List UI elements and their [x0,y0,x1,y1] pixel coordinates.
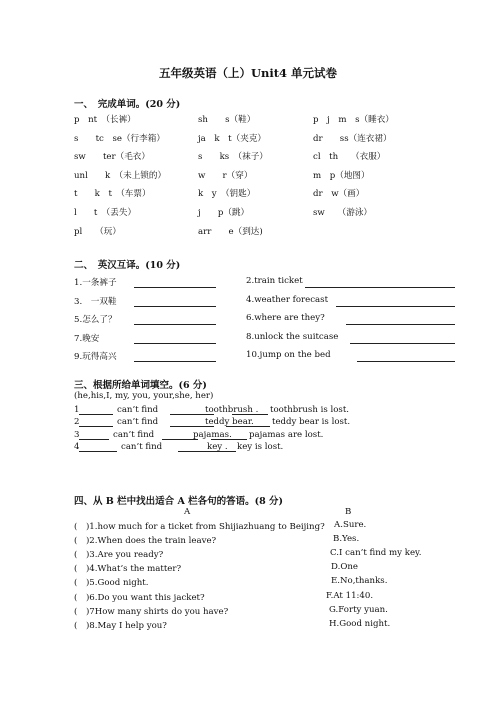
section1-heading: 一、 完成单词。(20 分) [74,99,181,110]
fill-text: can’t find [117,417,159,428]
page-title: 五年级英语（上）Unit4 单元试卷 [158,66,338,80]
fill-text: teddy bear is lost. [272,417,351,428]
word-blank-item: dr ss（连衣裙） [313,133,392,144]
translation-item-en: 6.where are they? [246,313,325,323]
section3-word-list: (he,his,I, my, you, your,she, her) [74,391,214,401]
section4-col-b-label: B [345,507,352,517]
section3-heading: 三、根据所给单词填空。(6 分) [74,380,207,391]
translation-item-cn: 3. 一双鞋 [74,296,117,307]
word-blank-item: pl （玩） [74,226,121,237]
matching-answer: H.Good night. [329,618,391,629]
word-blank-item: w r（穿） [198,170,253,181]
word-blank-item: p nt （长裤） [74,115,136,125]
word-blank-item: m p（地图） [313,170,370,181]
matching-question: ( )3.Are you ready? [74,550,164,561]
fill-text: teddy bear. [205,417,254,428]
translation-item-cn: 1.一条裤子 [74,278,117,288]
word-blank-item: arr e（到达) [198,226,263,237]
matching-question: ( )5.Good night. [74,578,149,589]
word-blank-item: sh s（鞋） [198,115,256,125]
section4-col-a-label: A [184,507,191,517]
fill-text: pajamas are lost. [249,429,324,440]
translation-item-en: 10.jump on the bed [246,350,331,360]
answer-line[interactable] [134,343,216,344]
fill-blank[interactable] [211,439,247,440]
matching-question: ( )6.Do you want this jacket? [74,592,205,603]
word-blank-item: t k t （车票） [74,189,151,200]
word-blank-item: j p（跳） [198,208,250,218]
word-blank-item: p j m s（睡衣） [313,115,394,125]
matching-question: ( )7How many shirts do you have? [74,606,229,617]
word-blank-item: l t （丢失） [74,208,137,218]
matching-question: ( )2.When does the train leave? [74,536,217,547]
fill-number: 3 [74,429,80,440]
answer-line[interactable] [134,287,216,288]
word-blank-item: sw （游泳） [313,208,373,218]
answer-line[interactable] [346,324,455,325]
word-blank-item: s tc se（行李箱） [74,133,165,144]
matching-answer: A.Sure. [334,520,367,530]
fill-blank[interactable] [208,451,236,452]
answer-line[interactable] [134,324,216,325]
word-blank-item: sw ter（毛衣） [74,152,150,163]
word-blank-item: ja k t（夹克） [198,133,267,144]
section2-heading: 二、 英汉互译。(10 分) [74,260,181,271]
answer-line[interactable] [350,343,455,344]
translation-item-cn: 9.玩得高兴 [74,352,117,362]
translation-item-en: 2.train ticket [246,276,303,286]
word-blank-item: k y （钥匙） [198,189,256,200]
fill-number: 1 [74,405,80,415]
fill-text: pajamas. [193,429,232,440]
word-blank-item: cl th （衣服） [313,152,386,163]
word-blank-item: unl k （未上锁的） [74,170,167,181]
fill-text: key . [207,442,228,453]
word-blank-item: s ks （袜子） [198,152,268,163]
fill-blank[interactable] [232,414,268,415]
matching-answer: F.At 11:40. [326,590,374,601]
answer-line[interactable] [305,287,455,288]
answer-line[interactable] [134,306,216,307]
answer-line[interactable] [357,361,455,362]
translation-item-cn: 7.晚安 [74,333,100,344]
fill-blank[interactable] [79,426,113,427]
section4-heading: 四、从 B 栏中找出适合 A 栏各句的答语。(8 分) [74,496,284,507]
fill-blank[interactable] [226,426,270,427]
fill-blank[interactable] [79,439,109,440]
matching-answer: C.I can’t find my key. [330,548,422,559]
fill-text: toothbrush is lost. [270,405,350,415]
matching-answer: B.Yes. [333,534,360,545]
word-blank-item: dr w（画） [313,189,365,200]
fill-text: can’t find [121,442,163,453]
matching-question: ( )8.May I help you? [74,620,167,631]
translation-item-en: 8.unlock the suitcase [246,331,339,342]
fill-text: key is lost. [237,442,284,453]
fill-text: can’t find [117,405,159,415]
matching-question: ( )1.how much for a ticket from Shijiazhuang to Beijing? [74,522,325,532]
matching-answer: D.One [331,562,358,573]
matching-answer: G.Forty yuan. [329,604,388,615]
translation-item-en: 4.weather forecast [246,294,329,305]
fill-blank[interactable] [79,414,113,415]
translation-item-cn: 5.怎么了？ [74,315,117,325]
matching-answer: E.No,thanks. [331,576,388,587]
fill-number: 2 [74,417,80,428]
fill-blank[interactable] [79,451,117,452]
answer-line[interactable] [336,306,455,307]
fill-text: toothbrush . [205,405,259,415]
matching-question: ( )4.What’s the matter? [74,564,182,575]
fill-text: can’t find [113,429,155,440]
fill-number: 4 [74,442,80,453]
answer-line[interactable] [134,361,216,362]
